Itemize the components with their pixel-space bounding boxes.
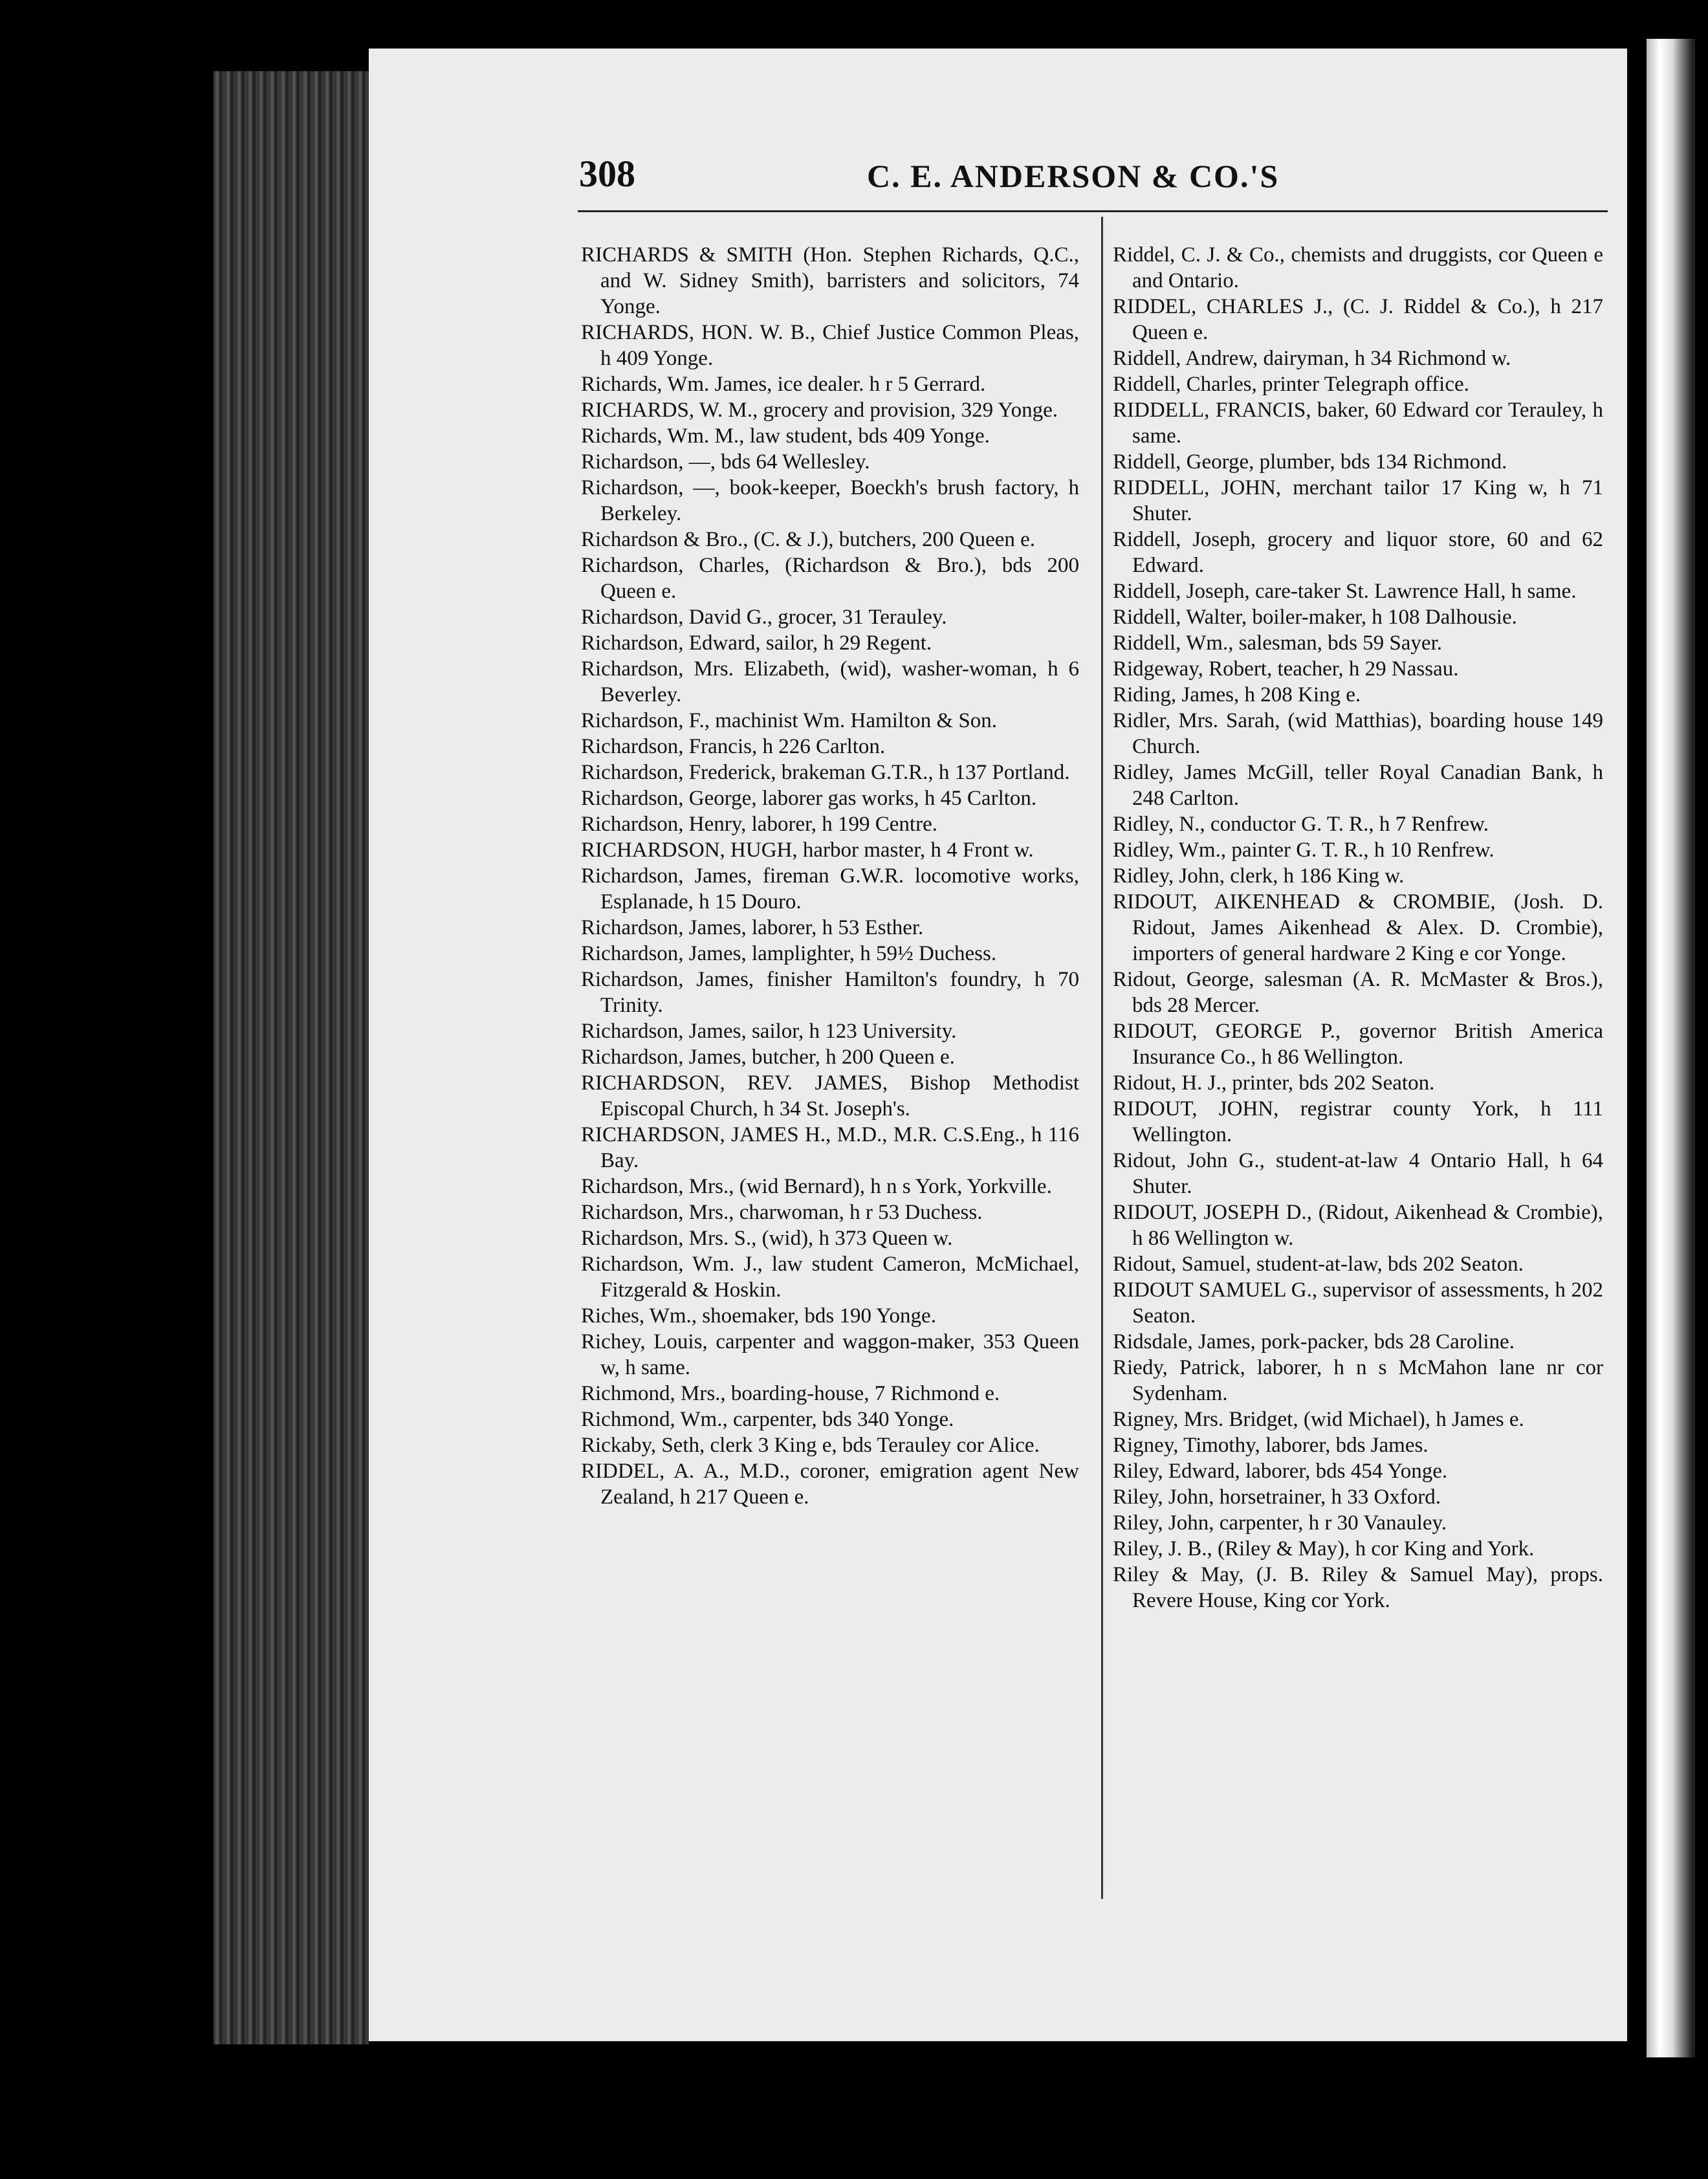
directory-entry: Riches, Wm., shoemaker, bds 190 Yonge.: [581, 1304, 936, 1328]
directory-entry: Rigney, Timothy, laborer, bds James.: [1113, 1434, 1429, 1457]
directory-entry: Ridley, James McGill, teller Royal Canadian Bank, h 248 Carlton.: [1113, 761, 1603, 810]
directory-entry: Riding, James, h 208 King e.: [1113, 683, 1361, 706]
directory-entry: RIDOUT SAMUEL G., supervisor of assessments, h 202 Seaton.: [1113, 1278, 1603, 1328]
directory-entry: Richardson, —, bds 64 Wellesley.: [581, 450, 870, 474]
directory-entry: Riddell, Walter, boiler-maker, h 108 Dalhousie.: [1113, 606, 1517, 629]
directory-entry: Richardson, Mrs. Elizabeth, (wid), washer-woman, h 6 Beverley.: [581, 657, 1079, 706]
directory-entry: Ridout, Samuel, student-at-law, bds 202 Seaton.: [1113, 1253, 1524, 1276]
directory-entry: Riddell, Wm., salesman, bds 59 Sayer.: [1113, 631, 1443, 655]
directory-entry: Richardson, Charles, (Richardson & Bro.), bds 200 Queen e.: [581, 554, 1079, 603]
directory-entry: Riley, Edward, laborer, bds 454 Yonge.: [1113, 1460, 1448, 1483]
directory-entry: Ridgeway, Robert, teacher, h 29 Nassau.: [1113, 657, 1459, 681]
directory-entry: Richardson, James, lamplighter, h 59½ Duchess.: [581, 942, 997, 965]
directory-entry: RIDOUT, GEORGE P., governor British America Insurance Co., h 86 Wellington.: [1113, 1020, 1603, 1069]
directory-entry: RIDDELL, FRANCIS, baker, 60 Edward cor Terauley, h same.: [1113, 399, 1603, 448]
directory-entry: Richardson, Francis, h 226 Carlton.: [581, 735, 886, 758]
directory-entry: Richardson, Wm. J., law student Cameron, McMichael, Fitzgerald & Hoskin.: [581, 1253, 1079, 1302]
page-number: 308: [579, 153, 635, 195]
directory-entry: Ridout, John G., student-at-law 4 Ontario Hall, h 64 Shuter.: [1113, 1149, 1603, 1198]
directory-entry: Ridout, George, salesman (A. R. McMaster & Bros.), bds 28 Mercer.: [1113, 968, 1603, 1017]
directory-entry: Ridler, Mrs. Sarah, (wid Matthias), boarding house 149 Church.: [1113, 709, 1603, 758]
directory-entry: RICHARDS & SMITH (Hon. Stephen Richards, Q.C., and W. Sidney Smith), barristers and solicitors, 74 Yonge.: [581, 243, 1079, 318]
directory-entry: Richardson, Henry, laborer, h 199 Centre.: [581, 813, 937, 836]
directory-entry: RICHARDSON, JAMES H., M.D., M.R. C.S.Eng., h 116 Bay.: [581, 1123, 1079, 1172]
header-rule: [578, 210, 1608, 212]
directory-entry: RIDOUT, JOSEPH D., (Ridout, Aikenhead & Crombie), h 86 Wellington w.: [1113, 1201, 1603, 1250]
directory-entry: Richardson, Frederick, brakeman G.T.R., h 137 Portland.: [581, 761, 1070, 784]
directory-entry: Riley, John, horsetrainer, h 33 Oxford.: [1113, 1485, 1441, 1509]
directory-entry: RICHARDS, HON. W. B., Chief Justice Common Pleas, h 409 Yonge.: [581, 321, 1079, 370]
directory-entry: Riddell, George, plumber, bds 134 Richmond.: [1113, 450, 1507, 474]
directory-entry: Rigney, Mrs. Bridget, (wid Michael), h James e.: [1113, 1408, 1524, 1431]
directory-entry: RIDOUT, AIKENHEAD & CROMBIE, (Josh. D. Ridout, James Aikenhead & Alex. D. Crombie), importers of general hardware 2 King e cor Yonge.: [1113, 890, 1603, 965]
directory-entry: Richards, Wm. M., law student, bds 409 Yonge.: [581, 424, 990, 448]
directory-entry: Richardson, Edward, sailor, h 29 Regent.: [581, 631, 932, 655]
directory-entry: Richardson, James, sailor, h 123 University.: [581, 1020, 957, 1043]
directory-entry: Richardson, Mrs., (wid Bernard), h n s York, Yorkville.: [581, 1175, 1052, 1198]
right-column: [1113, 242, 1603, 1614]
directory-entry: Ridsdale, James, pork-packer, bds 28 Caroline.: [1113, 1330, 1515, 1353]
directory-entry: Ridley, N., conductor G. T. R., h 7 Renfrew.: [1113, 813, 1489, 836]
directory-entry: Riddell, Charles, printer Telegraph office.: [1113, 373, 1469, 396]
directory-entry: Richardson, Mrs. S., (wid), h 373 Queen w.: [581, 1227, 953, 1250]
directory-entry: Riley, John, carpenter, h r 30 Vanauley.: [1113, 1511, 1447, 1535]
directory-entry: RICHARDSON, HUGH, harbor master, h 4 Front w.: [581, 838, 1034, 862]
column-divider: [1101, 217, 1103, 1899]
directory-entry: Richardson, James, fireman G.W.R. locomotive works, Esplanade, h 15 Douro.: [581, 864, 1079, 914]
page-header: [579, 152, 1614, 210]
directory-entry: Riddell, Andrew, dairyman, h 34 Richmond w.: [1113, 347, 1511, 370]
directory-entry: Ridley, John, clerk, h 186 King w.: [1113, 864, 1405, 888]
directory-entry: Richardson, James, finisher Hamilton's foundry, h 70 Trinity.: [581, 968, 1079, 1017]
directory-entry: Ridley, Wm., painter G. T. R., h 10 Renfrew.: [1113, 838, 1494, 862]
directory-entry: Ridout, H. J., printer, bds 202 Seaton.: [1113, 1071, 1435, 1095]
book-page-stack: [214, 71, 369, 2044]
directory-entry: Riedy, Patrick, laborer, h n s McMahon lane nr cor Sydenham.: [1113, 1356, 1603, 1405]
running-title: C. E. ANDERSON & CO.'S: [867, 158, 1280, 194]
directory-entry: RICHARDS, W. M., grocery and provision, 329 Yonge.: [581, 399, 1058, 422]
directory-entry: Richards, Wm. James, ice dealer. h r 5 Gerrard.: [581, 373, 986, 396]
directory-entry: RICHARDSON, REV. JAMES, Bishop Methodist Episcopal Church, h 34 St. Joseph's.: [581, 1071, 1079, 1121]
directory-entry: RIDDELL, JOHN, merchant tailor 17 King w, h 71 Shuter.: [1113, 476, 1603, 525]
directory-entry: Richardson, —, book-keeper, Boeckh's brush factory, h Berkeley.: [581, 476, 1079, 525]
directory-entry: Riddell, Joseph, care-taker St. Lawrence Hall, h same.: [1113, 580, 1577, 603]
directory-entry: Richmond, Wm., carpenter, bds 340 Yonge.: [581, 1408, 954, 1431]
directory-entry: Richardson, George, laborer gas works, h 45 Carlton.: [581, 787, 1037, 810]
directory-entry: Richey, Louis, carpenter and waggon-maker, 353 Queen w, h same.: [581, 1330, 1079, 1379]
directory-entry: Riley & May, (J. B. Riley & Samuel May), props. Revere House, King cor York.: [1113, 1563, 1603, 1612]
directory-entry: Richardson, James, laborer, h 53 Esther.: [581, 916, 924, 939]
directory-entry: Richardson, F., machinist Wm. Hamilton & Son.: [581, 709, 997, 732]
directory-entry: Richardson, James, butcher, h 200 Queen e.: [581, 1046, 955, 1069]
directory-entry: RIDDEL, CHARLES J., (C. J. Riddel & Co.), h 217 Queen e.: [1113, 295, 1603, 344]
directory-entry: Richardson, David G., grocer, 31 Terauley.: [581, 606, 947, 629]
directory-entry: Riddel, C. J. & Co., chemists and druggists, cor Queen e and Ontario.: [1113, 243, 1603, 292]
directory-entry: Rickaby, Seth, clerk 3 King e, bds Terauley cor Alice.: [581, 1434, 1040, 1457]
directory-entry: RIDDEL, A. A., M.D., coroner, emigration agent New Zealand, h 217 Queen e.: [581, 1460, 1079, 1509]
directory-entry: Riddell, Joseph, grocery and liquor store, 60 and 62 Edward.: [1113, 528, 1603, 577]
left-column: [581, 242, 1079, 1510]
directory-entry: Richardson, Mrs., charwoman, h r 53 Duchess.: [581, 1201, 983, 1224]
directory-entry: Riley, J. B., (Riley & May), h cor King and York.: [1113, 1537, 1535, 1560]
directory-entry: Richardson & Bro., (C. & J.), butchers, 200 Queen e.: [581, 528, 1036, 551]
book-page-edge: [1647, 39, 1695, 2057]
directory-entry: Richmond, Mrs., boarding-house, 7 Richmond e.: [581, 1382, 1000, 1405]
directory-entry: RIDOUT, JOHN, registrar county York, h 111 Wellington.: [1113, 1097, 1603, 1146]
